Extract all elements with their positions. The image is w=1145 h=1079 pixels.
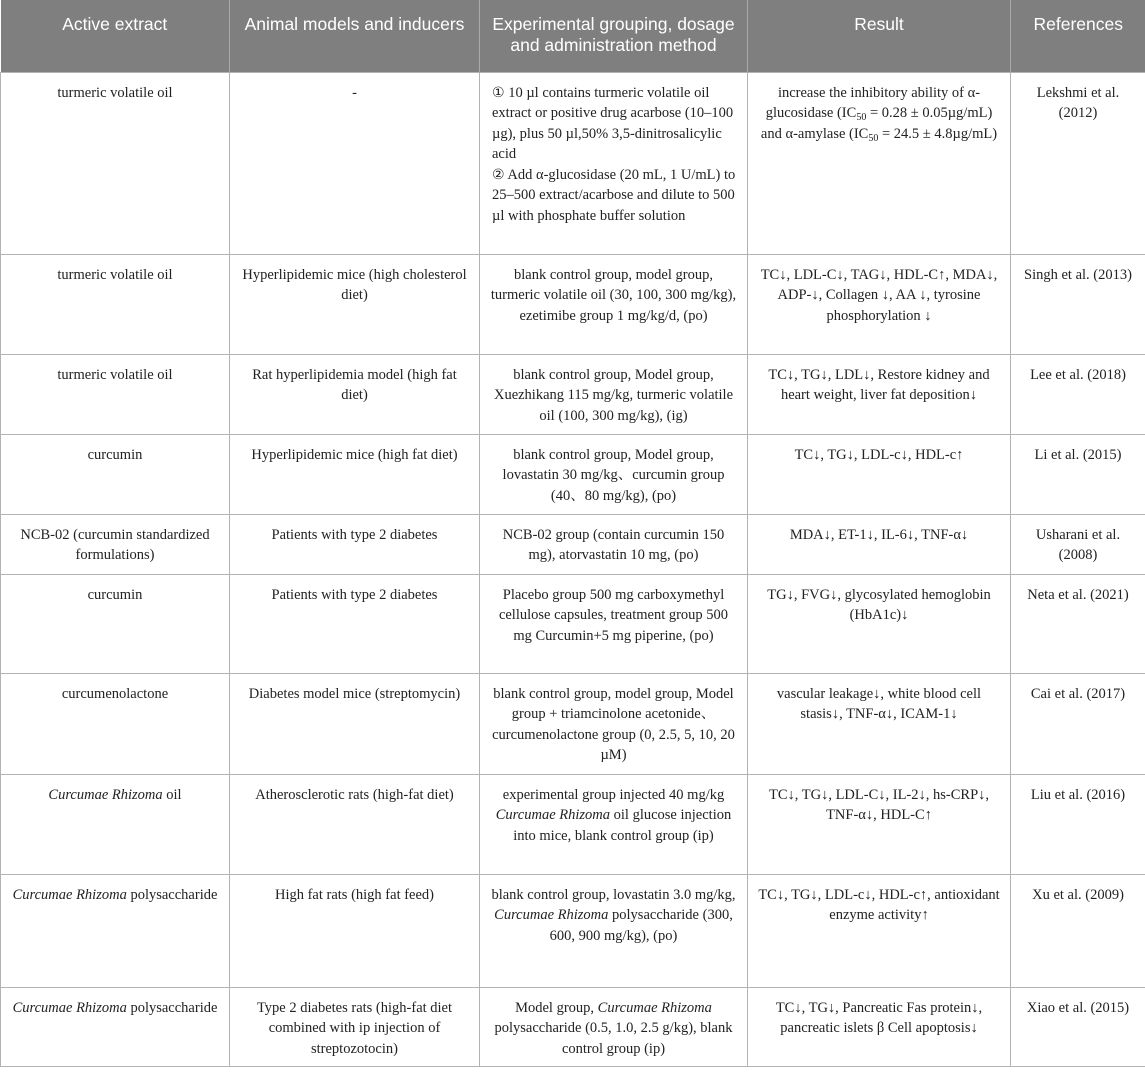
extract-suffix: polysaccharide: [126, 886, 218, 903]
cell-extract: turmeric volatile oil: [1, 72, 230, 254]
cell-model: -: [230, 72, 480, 254]
table-row: [1, 987, 1145, 1066]
cell-result: TC↓, TG↓, LDL-C↓, IL-2↓, hs-CRP↓, TNF-α↓, HDL-C↑: [748, 774, 1011, 874]
table-row: [1, 673, 1145, 774]
cell-reference: Xiao et al. (2015): [1011, 987, 1145, 1066]
cell-extract: turmeric volatile oil: [1, 254, 230, 354]
grouping-step-1: [492, 83, 739, 165]
cell-model: Hyperlipidemic mice (high cholesterol diet): [230, 254, 480, 354]
cell-extract: [1, 874, 230, 987]
table-row: [1, 72, 1145, 254]
ic50-subscript: 50: [868, 132, 879, 144]
step-marker: ②: [492, 166, 505, 183]
cell-result: [748, 72, 1011, 254]
cell-grouping: [480, 72, 748, 254]
cell-extract: [1, 987, 230, 1066]
cell-model: High fat rats (high fat feed): [230, 874, 480, 987]
species-name: Curcumae Rhizoma: [597, 999, 712, 1016]
result-text: increase the inhibitory ability of α-glucosidase (IC: [765, 84, 981, 121]
table-row: [1, 354, 1145, 434]
cell-model: Patients with type 2 diabetes: [230, 574, 480, 673]
cell-grouping: blank control group, model group, Model group + triamcinolone acetonide、curcumenolactone group (0, 2.5, 5, 10, 20 µM): [480, 673, 748, 774]
cell-result: TC↓, TG↓, LDL-c↓, HDL-c↑, antioxidant enzyme activity↑: [748, 874, 1011, 987]
result-text: = 24.5 ± 4.8µg/mL): [878, 125, 998, 142]
cell-reference: Li et al. (2015): [1011, 434, 1145, 514]
header-experimental-grouping: Experimental grouping, dosage and administration method: [480, 0, 748, 72]
cell-reference: Xu et al. (2009): [1011, 874, 1145, 987]
cell-result: TC↓, TG↓, LDL↓, Restore kidney and heart weight, liver fat deposition↓: [748, 354, 1011, 434]
step-text: Add α-glucosidase (20 mL, 1 U/mL) to 25–500 extract/acarbose and dilute to 500 µl with phosphate buffer solution: [492, 166, 736, 224]
step-text: 10 µl contains turmeric volatile oil extract or positive drug acarbose (10–100 µg), plus 50 µl,50% 3,5-dinitrosalicylic acid: [492, 84, 734, 162]
cell-reference: Singh et al. (2013): [1011, 254, 1145, 354]
header-active-extract: Active extract: [1, 0, 230, 72]
cell-result: TG↓, FVG↓, glycosylated hemoglobin (HbA1c)↓: [748, 574, 1011, 673]
cell-reference: Lekshmi et al. (2012): [1011, 72, 1145, 254]
header-references: References: [1011, 0, 1145, 72]
extract-suffix: oil: [162, 786, 182, 803]
cell-extract: [1, 774, 230, 874]
cell-result: TC↓, TG↓, LDL-c↓, HDL-c↑: [748, 434, 1011, 514]
table-row: [1, 434, 1145, 514]
grouping-text: polysaccharide (300, 600, 900 mg/kg), (po): [549, 907, 733, 944]
species-name: Curcumae Rhizoma: [495, 807, 611, 823]
step-marker: ①: [492, 84, 505, 101]
table-row: [1, 774, 1145, 874]
result-text: = 0.28 ± 0.05µg/mL) and α-amylase (IC: [760, 105, 993, 142]
grouping-text: oil glucose injection into mice, blank control group (ip): [513, 807, 732, 844]
cell-extract: curcumin: [1, 574, 230, 673]
table-row: [1, 514, 1145, 574]
cell-extract: NCB-02 (curcumin standardized formulations): [1, 514, 230, 574]
grouping-text: Model group,: [515, 999, 598, 1016]
cell-result: MDA↓, ET-1↓, IL-6↓, TNF-α↓: [748, 514, 1011, 574]
species-name: Curcumae Rhizoma: [12, 886, 127, 903]
cell-model: Hyperlipidemic mice (high fat diet): [230, 434, 480, 514]
cell-model: Atherosclerotic rats (high-fat diet): [230, 774, 480, 874]
cell-reference: Cai et al. (2017): [1011, 673, 1145, 774]
table-header: [1, 0, 1145, 72]
grouping-text: blank control group, lovastatin 3.0 mg/kg,: [491, 886, 736, 903]
cell-grouping: blank control group, model group, turmeric volatile oil (30, 100, 300 mg/kg), ezetimibe group 1 mg/kg/d, (po): [480, 254, 748, 354]
cell-model: Diabetes model mice (streptomycin): [230, 673, 480, 774]
extract-suffix: polysaccharide: [126, 999, 218, 1016]
cell-grouping: NCB-02 group (contain curcumin 150 mg), atorvastatin 10 mg, (po): [480, 514, 748, 574]
grouping-text: experimental group injected 40 mg/kg: [502, 786, 725, 803]
cell-grouping: [480, 774, 748, 874]
cell-result: vascular leakage↓, white blood cell stasis↓, TNF-α↓, ICAM-1↓: [748, 673, 1011, 774]
cell-grouping: blank control group, Model group, lovastatin 30 mg/kg、curcumin group (40、80 mg/kg), (po): [480, 434, 748, 514]
header-result: Result: [748, 0, 1011, 72]
cell-grouping: blank control group, Model group, Xuezhikang 115 mg/kg, turmeric volatile oil (100, 300 mg/kg), (ig): [480, 354, 748, 434]
grouping-text: polysaccharide (0.5, 1.0, 2.5 g/kg), blank control group (ip): [494, 1020, 733, 1057]
table-row: [1, 874, 1145, 987]
cell-grouping: Placebo group 500 mg carboxymethyl cellulose capsules, treatment group 500 mg Curcumin+5 mg piperine, (po): [480, 574, 748, 673]
species-name: Curcumae Rhizoma: [494, 907, 609, 923]
cell-model: Rat hyperlipidemia model (high fat diet): [230, 354, 480, 434]
species-name: Curcumae Rhizoma: [12, 999, 127, 1016]
cell-reference: Neta et al. (2021): [1011, 574, 1145, 673]
table-row: [1, 254, 1145, 354]
header-animal-models: Animal models and inducers: [230, 0, 480, 72]
ic50-subscript: 50: [856, 112, 867, 123]
species-name: Curcumae Rhizoma: [48, 786, 163, 803]
cell-extract: turmeric volatile oil: [1, 354, 230, 434]
cell-grouping: [480, 874, 748, 987]
grouping-step-2: [492, 165, 739, 227]
cell-grouping: [480, 987, 748, 1066]
cell-reference: Liu et al. (2016): [1011, 774, 1145, 874]
cell-model: Type 2 diabetes rats (high-fat diet combined with ip injection of streptozotocin): [230, 987, 480, 1066]
cell-extract: curcumenolactone: [1, 673, 230, 774]
cell-result: TC↓, TG↓, Pancreatic Fas protein↓, pancreatic islets β Cell apoptosis↓: [748, 987, 1011, 1066]
cell-reference: Usharani et al. (2008): [1011, 514, 1145, 574]
cell-reference: Lee et al. (2018): [1011, 354, 1145, 434]
cell-extract: curcumin: [1, 434, 230, 514]
table-row: [1, 574, 1145, 673]
cell-result: TC↓, LDL-C↓, TAG↓, HDL-C↑, MDA↓, ADP-↓, Collagen ↓, AA ↓, tyrosine phosphorylation ↓: [748, 254, 1011, 354]
cell-model: Patients with type 2 diabetes: [230, 514, 480, 574]
